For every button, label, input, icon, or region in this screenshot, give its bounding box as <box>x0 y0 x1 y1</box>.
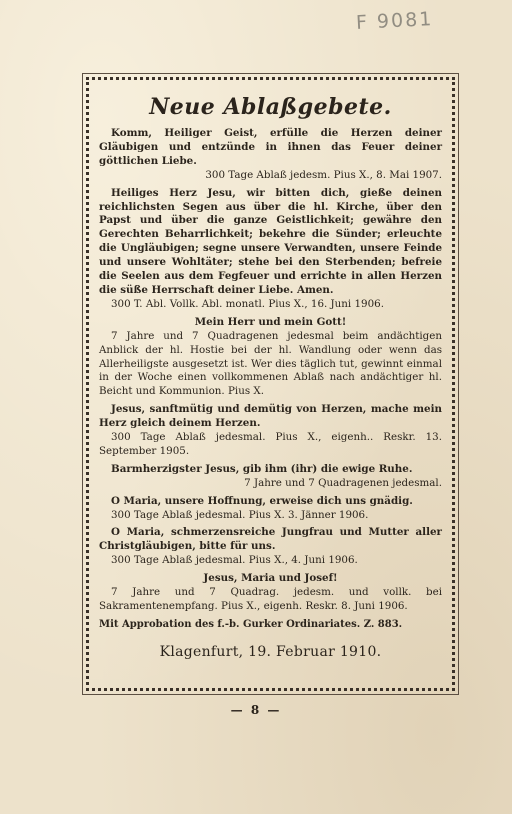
prayer-maria-sorrowful: O Maria, schmerzensreiche Jungfrau und Mutter aller Christgläubigen, bitte für uns. <box>99 526 442 553</box>
archive-pencil-note: F 9081 <box>355 7 434 35</box>
prayer-sacred-heart: Heiliges Herz Jesu, wir bitten dich, gieße deinen reichlichsten Segen aus über die hl. Kirche, über den Papst und über die ganze Geistlichkeit; gewähre den Gerechten Beharrlichkeit; bekehre die Sünder; erleuchte die Ungläubigen; segne unsere Verwandten, unsere Feinde und unsere Wohltäter; stehe bei den Sterbenden; befreie die Seelen aus dem Fegfeuer und errichte in allen Herzen die süße Herrschaft deiner Liebe. Amen. <box>99 186 442 296</box>
prayer-heading-my-lord: Mein Herr und mein Gott! <box>194 315 347 328</box>
prayer-heading-holy-family: Jesus, Maria und Josef! <box>203 572 338 585</box>
prayer-maria-hope: O Maria, unsere Hoffnung, erweise dich uns gnädig. <box>111 494 413 507</box>
page-number: — 8 — <box>230 703 282 717</box>
indulgence-note-merciful-jesus: 7 Jahre und 7 Quadragenen jedesmal. <box>244 476 442 489</box>
indulgence-note-holy-spirit: 300 Tage Ablaß jedesm. Pius X., 8. Mai 1907. <box>205 168 442 181</box>
decorative-border-frame <box>86 77 455 691</box>
prayer-merciful-jesus: Barmherzigster Jesus, gib ihm (ihr) die ewige Ruhe. <box>111 462 413 475</box>
approbation-line: Mit Approbation des f.-b. Gurker Ordinariates. Z. 883. <box>99 618 403 630</box>
document-title: Neue Ablaßgebete. <box>149 94 392 120</box>
indulgence-note-my-lord: 7 Jahre und 7 Quadragenen jedesmal beim andächtigen Anblick der hl. Hostie bei der hl. Wandlung oder wenn das Allerheiligste ausgesetzt ist. Wer dies täglich tut, gewinnt einmal in der Woche einen vollkommenen Ablaß nach andächtiger hl. Beicht und Kommunion. Pius X. <box>99 329 442 398</box>
document-content <box>99 94 442 678</box>
indulgence-note-jesus-meek: 300 Tage Ablaß jedesmal. Pius X., eigenh.. Reskr. 13. September 1905. <box>99 431 442 457</box>
indulgence-note-maria-hope: 300 Tage Ablaß jedesmal. Pius X. 3. Jänner 1906. <box>111 508 369 521</box>
prayer-holy-spirit: Komm, Heiliger Geist, erfülle die Herzen deiner Gläubigen und entzünde in ihnen das Feuer deiner göttlichen Liebe. <box>99 127 442 167</box>
place-date: Klagenfurt, 19. Februar 1910. <box>159 643 382 660</box>
indulgence-note-sacred-heart: 300 T. Abl. Vollk. Abl. monatl. Pius X., 16. Juni 1906. <box>111 297 384 310</box>
indulgence-note-holy-family: 7 Jahre und 7 Quadrag. jedesm. und vollk. bei Sakramentenempfang. Pius X., eigenh. Reskr. 8. Juni 1906. <box>99 586 442 612</box>
prayer-jesus-meek: Jesus, sanftmütig und demütig von Herzen, mache mein Herz gleich deinem Herzen. <box>99 403 442 430</box>
indulgence-note-maria-sorrowful: 300 Tage Ablaß jedesmal. Pius X., 4. Juni 1906. <box>111 554 358 567</box>
